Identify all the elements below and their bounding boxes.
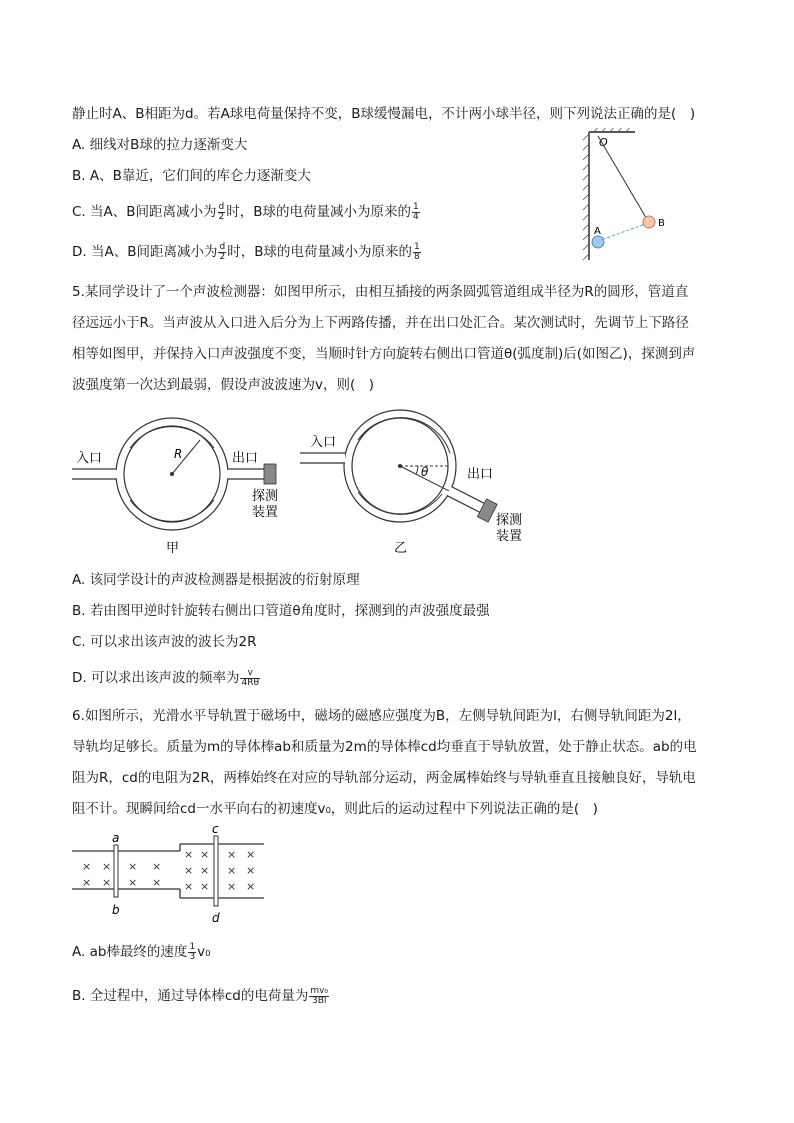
- outlet-pipe-mask: [227, 469, 263, 479]
- q4-option-d: [72, 242, 422, 262]
- svg-text:×: ×: [82, 860, 92, 873]
- svg-text:×: ×: [102, 860, 112, 873]
- svg-text:×: ×: [227, 864, 237, 877]
- svg-text:×: ×: [227, 880, 237, 893]
- q5-option-c: C. 可以求出该声波的波长为2R: [72, 634, 257, 650]
- string-line: [598, 136, 648, 221]
- fraction-denominator: 3: [189, 951, 196, 962]
- q6-option-b: [72, 986, 330, 1006]
- fraction-numerator: mv₀: [310, 985, 329, 996]
- svg-text:×: ×: [82, 876, 92, 889]
- outlet-pipe-mask: [447, 487, 484, 512]
- theta-label: θ: [421, 465, 429, 479]
- q6-stem-line-1: 6.如图所示，光滑水平导轨置于磁场中，磁场的磁感应强度为B，左侧导轨间距为l，右侧导轨间距为2l，: [72, 708, 691, 724]
- fraction: [218, 243, 226, 262]
- svg-text:×: ×: [152, 876, 162, 889]
- rod-cd: [214, 836, 218, 906]
- fraction-denominator: 2: [219, 251, 226, 262]
- detector-label-2: 装置: [496, 529, 523, 544]
- inlet-label: 入口: [76, 451, 103, 466]
- fraction-numerator: d: [218, 201, 225, 212]
- q4-pendulum-figure: [580, 128, 680, 268]
- q5-option-d-pre: D. 可以求出该声波的频率为: [72, 670, 240, 686]
- pivot-label: O: [599, 136, 608, 149]
- q5-option-a: A. 该同学设计的声波检测器是根据波的衍射原理: [72, 572, 360, 588]
- svg-text:×: ×: [184, 880, 194, 893]
- fraction-numerator: 1: [189, 941, 196, 952]
- q5-stem-line-4: 波强度第一次达到最弱，假设声波波速为v，则( ): [72, 377, 375, 393]
- figure-label-jia: 甲: [166, 541, 180, 556]
- lower-arc-insert: [130, 500, 214, 521]
- q4-option-b: B. A、B靠近，它们间的库仑力逐渐变大: [72, 168, 311, 184]
- inlet-label: 入口: [310, 435, 337, 450]
- outlet-label: 出口: [467, 467, 494, 482]
- svg-text:×: ×: [128, 860, 138, 873]
- q6-stem-line-3: 阻为R，cd的电阻为2R，两棒始终在对应的导轨部分运动，两金属棒始终与导轨垂直且接触良好，导轨电: [72, 770, 696, 786]
- ball-a-icon: [592, 236, 604, 248]
- wall-hatching: [583, 134, 589, 260]
- rod-d-label: d: [212, 911, 220, 925]
- q4-stem: 静止时A、B相距为d。若A球电荷量保持不变，B球缓慢漏电，不计两小球半径，则下列说法正确的是( ): [72, 106, 696, 122]
- q4-option-d-pre: D. 当A、B间距离减小为: [72, 244, 218, 260]
- upper-arc-insert: [130, 427, 214, 448]
- q4-option-d-mid: 时，B球的电荷量减小为原来的: [227, 244, 412, 260]
- q4-option-c-pre: C. 当A、B间距离减小为: [72, 204, 217, 220]
- svg-text:×: ×: [152, 860, 162, 873]
- q5-figure-yi: [300, 408, 540, 558]
- figure-label-yi: 乙: [394, 541, 408, 556]
- detector-label-2: 装置: [252, 505, 279, 520]
- fraction: [188, 943, 196, 962]
- fraction-denominator: 2: [218, 211, 225, 222]
- q5-figure-jia: [72, 408, 292, 558]
- fraction-denominator: 4Rθ: [241, 677, 259, 688]
- radius-label: R: [174, 447, 183, 461]
- detector-icon: [264, 464, 276, 484]
- svg-text:×: ×: [246, 880, 256, 893]
- svg-text:×: ×: [200, 864, 210, 877]
- svg-text:×: ×: [227, 848, 237, 861]
- center-dot: [398, 464, 402, 468]
- svg-text:×: ×: [184, 848, 194, 861]
- fraction-denominator: 8: [413, 251, 420, 262]
- fraction-numerator: v: [240, 669, 260, 679]
- q6-option-a-pre: A. ab棒最终的速度: [72, 944, 188, 960]
- ball-b-label: B: [658, 218, 665, 229]
- svg-text:×: ×: [184, 864, 194, 877]
- q6-option-a: [72, 942, 211, 962]
- fraction: [218, 203, 226, 222]
- q5-stem-line-3: 相等如图甲，并保持入口声波强度不变，当顺时针方向旋转右侧出口管道θ(弧度制)后(如图乙)，探测到声: [72, 346, 696, 362]
- fraction-numerator: 1: [413, 241, 420, 252]
- svg-text:×: ×: [246, 864, 256, 877]
- rod-b-label: b: [112, 903, 120, 917]
- q5-option-b: B. 若由图甲逆时针旋转右侧出口管道θ角度时，探测到的声波强度最强: [72, 603, 490, 619]
- rod-ab: [114, 845, 118, 897]
- q6-stem-line-2: 导轨均足够长。质量为m的导体棒ab和质量为2m的导体棒cd均垂直于导轨放置，处于静止状态。ab的电: [72, 739, 697, 755]
- inlet-pipe-mask: [72, 469, 117, 479]
- q6-stem-line-4: 阻不计。现瞬间给cd一水平向右的初速度v₀，则此后的运动过程中下列说法正确的是( ): [72, 801, 598, 817]
- detector-label-1: 探测: [252, 489, 279, 504]
- ab-distance-line: [598, 223, 648, 241]
- q6-option-a-post: v₀: [197, 944, 211, 960]
- fraction: [412, 203, 420, 222]
- q4-option-a: A. 细线对B球的拉力逐渐变大: [72, 137, 248, 153]
- q5-option-d: [72, 668, 261, 688]
- rod-a-label: a: [112, 831, 120, 845]
- svg-text:×: ×: [128, 876, 138, 889]
- fraction: [309, 987, 329, 1006]
- fraction-numerator: d: [219, 241, 226, 252]
- q4-option-c: [72, 202, 421, 222]
- ball-b-icon: [643, 216, 655, 228]
- detector-label-1: 探测: [496, 513, 523, 528]
- magnetic-field-crosses: [82, 848, 255, 893]
- svg-text:×: ×: [200, 848, 210, 861]
- q6-rails-figure: [72, 826, 272, 926]
- q6-option-b-pre: B. 全过程中，通过导体棒cd的电荷量为: [72, 988, 309, 1004]
- ball-a-label: A: [594, 226, 601, 237]
- fraction-numerator: 1: [413, 201, 419, 212]
- svg-text:×: ×: [246, 848, 256, 861]
- outlet-label: 出口: [232, 451, 259, 466]
- fraction-denominator: 3Bl: [311, 995, 327, 1006]
- rod-c-label: c: [212, 826, 219, 836]
- q4-option-c-mid: 时，B球的电荷量减小为原来的: [226, 204, 412, 220]
- svg-text:×: ×: [102, 876, 112, 889]
- svg-text:×: ×: [200, 880, 210, 893]
- q5-stem-line-2: 径远远小于R。当声波从入口进入后分为上下两路传播，并在出口处汇合。某次测试时，先调节上下路径: [72, 315, 689, 331]
- fraction: [413, 243, 421, 262]
- q5-stem-line-1: 5.某同学设计了一个声波检测器：如图甲所示，由相互插接的两条圆弧管道组成半径为R的圆形，管道直: [72, 284, 689, 300]
- fraction-denominator: 4: [413, 211, 419, 222]
- inlet-pipe-mask: [300, 453, 345, 463]
- angle-arc: [416, 466, 418, 474]
- fraction: [240, 669, 260, 688]
